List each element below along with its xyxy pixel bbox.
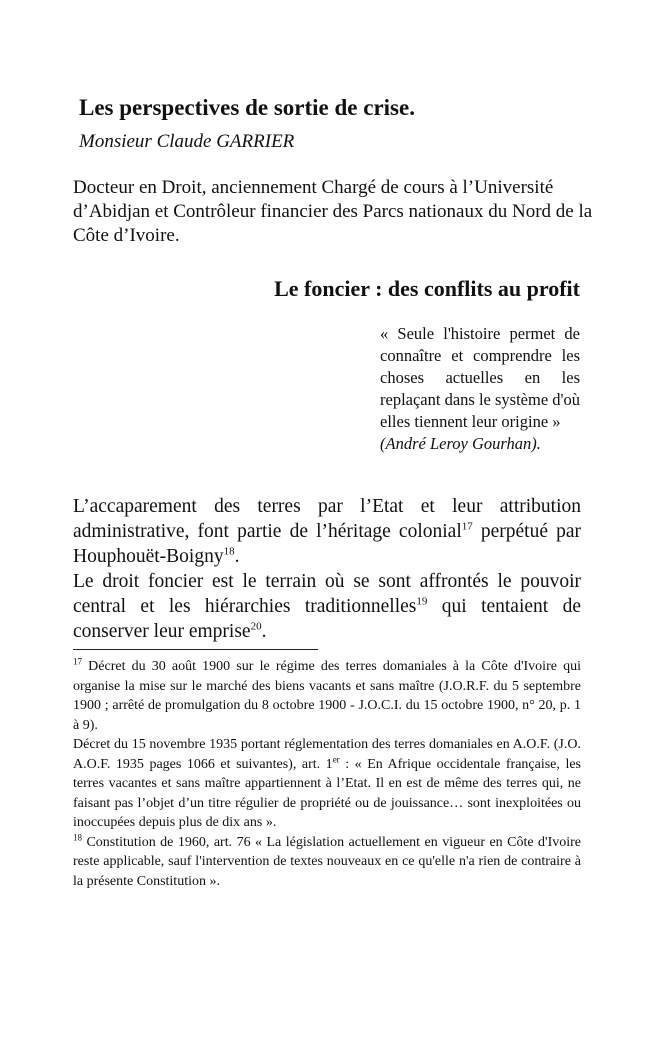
footnote-ref-17[interactable]: 17 (461, 520, 473, 533)
footnote-number: 18 (73, 831, 82, 842)
body-paragraph (73, 569, 581, 644)
body-text (73, 494, 581, 644)
ordinal-suffix: er (332, 753, 340, 764)
footnote-text: Constitution de 1960, art. 76 « La législation actuellement en vigueur en Côte d'Ivoire reste applicable, sauf l'intervention de textes nouveaux en ce qu'elle n'a rien de contraire à la présente Constitution ». (73, 834, 581, 889)
body-text-segment: qui tentaient de conserver leur emprise (73, 596, 581, 642)
epigraph-attribution: (André Leroy Gourhan). (380, 434, 541, 453)
footnote-17 (73, 657, 581, 735)
chapter-title: Les perspectives de sortie de crise. (79, 95, 415, 120)
footnote-number: 17 (73, 656, 82, 667)
footnote-text: Décret du 30 août 1900 sur le régime des terres domaniales à la Côte d'Ivoire qui organise la mise sur le marché des biens vacants et sans maître (J.O.R.F. du 5 septembre 1900 ; arrêté de promulgation du 8 octobre 1900 - J.O.C.I. du 15 octobre 1900, n° 20, p. 1 à 9). (73, 659, 581, 733)
footnote-17-continued (73, 735, 581, 833)
footnote-text: Décret du 15 novembre 1935 portant réglementation des terres domaniales en A.O.F. (J.O. A.O.F. 1935 pages 1066 et suivantes), art. 1 (73, 737, 581, 772)
author-bio: Docteur en Droit, anciennement Chargé de cours à l’Université d’Abidjan et Contrôleur financier des Parcs nationaux du Nord de la Côte d’Ivoire. (73, 177, 593, 246)
footnote-ref-18[interactable]: 18 (223, 545, 235, 558)
footnote-text: : « En Afrique occidentale française, les terres vacantes et sans maître appartiennent à l’Etat. Il en est de même des terres qui, ne faisant pas l’objet d’un titre régulier de propriété ou de jouissance… sont inexploitées ou inoccupées depuis plus de dix ans ». (73, 756, 581, 830)
section-title: Le foncier : des conflits au profit (274, 276, 580, 301)
footnotes (73, 657, 581, 891)
body-text-segment: . (261, 621, 267, 642)
body-text-segment: perpétué par Houphouët-Boigny (73, 521, 581, 567)
footnote-ref-19[interactable]: 19 (416, 595, 428, 608)
body-paragraph (73, 494, 581, 569)
body-text-segment: Le droit foncier est le terrain où se sont affrontés le pouvoir central et les hiérarchies traditionnelles (73, 571, 581, 617)
epigraph (380, 323, 580, 455)
footnote-separator (73, 649, 318, 650)
body-text-segment: L’accaparement des terres par l’Etat et leur attribution administrative, font partie de l’héritage colonial (73, 496, 581, 542)
footnote-ref-20[interactable]: 20 (250, 620, 262, 633)
body-text-segment: . (234, 546, 240, 567)
footnote-18 (73, 833, 581, 892)
epigraph-quote: « Seule l'histoire permet de connaître et comprendre les choses actuelles en les replaçant dans le système d'où elles tiennent leur origine » (380, 324, 580, 431)
author-name: Monsieur Claude GARRIER (79, 131, 295, 152)
